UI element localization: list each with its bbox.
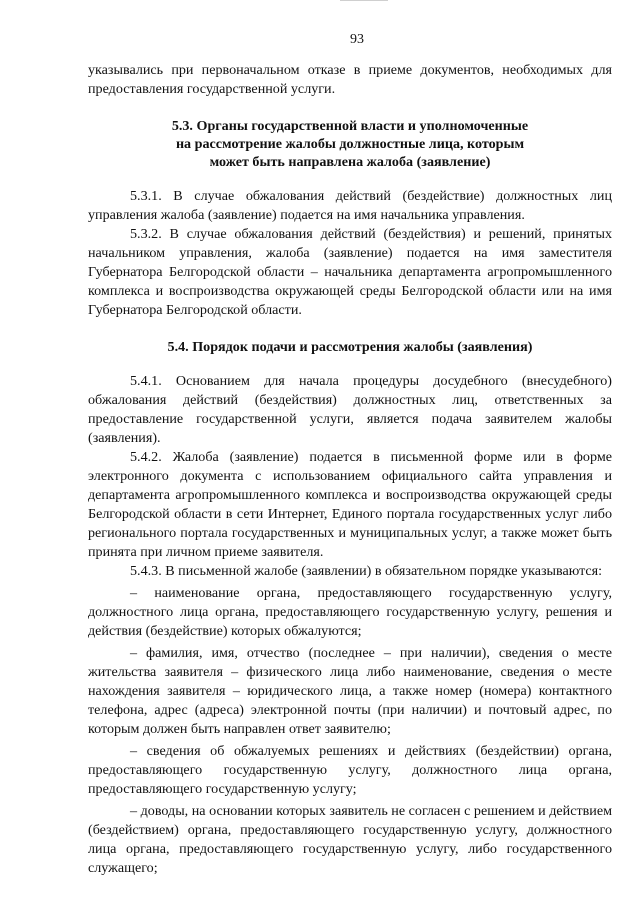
paragraph-5-3-2: 5.3.2. В случае обжалования действий (бездействия) и решений, принятых начальником управления, жалоба (заявление) подается на имя заместителя Губернатора Белгородской области – начальника департамента агропромышленного комплекса и воспроизводства окружающей среды Белгородской области или на имя Губернатора Белгородской области. (88, 226, 612, 318)
section-5-3-heading (88, 117, 612, 171)
heading-line: 5.3. Органы государственной власти и уполномоченные (171, 118, 529, 134)
heading-line: на рассмотрение жалобы должностные лица, которым (175, 136, 525, 152)
paragraph-5-4-3: 5.4.3. В письменной жалобе (заявлении) в обязательном порядке указываются: (130, 563, 603, 579)
section-5-3 (88, 117, 612, 320)
paragraph-5-4-2: 5.4.2. Жалоба (заявление) подается в письменной форме или в форме электронного документа с использованием официального сайта управления и департамента агропромышленного комплекса и воспроизводства окружающей среды Белгородской области в сети Интернет, Единого портала государственных услуг либо регионального портала государственных и муниципальных услуг, а также может быть принята при личном приеме заявителя. (88, 449, 612, 560)
page-number: 93 (350, 32, 364, 47)
list-item: – сведения об обжалуемых решениях и действиях (бездействии) органа, предоставляющего государственную услугу, должностного лица органа, предоставляющего государственную услугу; (88, 743, 612, 797)
list-item: – фамилия, имя, отчество (последнее – при наличии), сведения о месте жительства заявителя – физического лица либо наименование, сведения о месте нахождения заявителя – юридического лица, а также номер (номера) контактного телефона, адрес (адреса) электронной почты (при наличии) и почтовый адрес, по которым должен быть направлен ответ заявителю; (88, 645, 612, 737)
paragraph-5-3-1: 5.3.1. В случае обжалования действий (бездействие) должностных лиц управления жалоба (заявление) подается на имя начальника управления. (88, 188, 612, 223)
document-page (88, 30, 612, 878)
section-5-4-heading: 5.4. Порядок подачи и рассмотрения жалобы (заявления) (167, 339, 533, 355)
scan-edge-line (340, 0, 388, 2)
paragraph-5-4-1: 5.4.1. Основанием для начала процедуры досудебного (внесудебного) обжалования действий (бездействия) должностных лиц, ответственных за предоставление государственной услуги, является подача заявителем жалобы (заявления). (88, 373, 612, 446)
list-item: – доводы, на основании которых заявитель не согласен с решением и действием (бездействием) органа, предоставляющего государственную услугу, должностного лица органа, предоставляющего государственную услугу, либо государственного служащего; (88, 803, 612, 876)
intro-paragraph: указывались при первоначальном отказе в приеме документов, необходимых для предоставления государственной услуги. (88, 62, 612, 97)
heading-line: может быть направлена жалоба (заявление) (209, 154, 491, 170)
section-5-4 (88, 338, 612, 878)
list-item: – наименование органа, предоставляющего государственную услугу, должностного лица органа, предоставляющего государственную услугу, решения и действия (бездействие) которых обжалуются; (88, 585, 612, 639)
